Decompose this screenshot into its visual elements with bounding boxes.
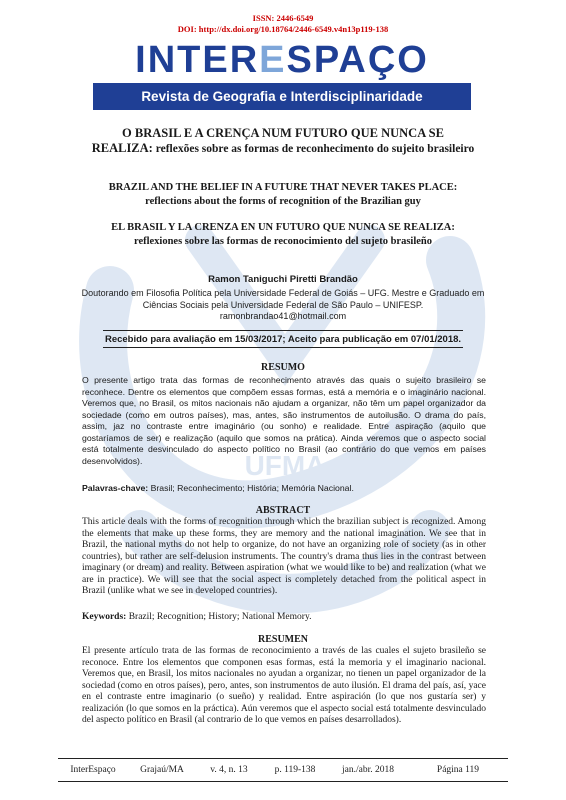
title-spanish [60,221,506,249]
title-english [60,181,506,209]
title-pt-sub: reflexões sobre as formas de reconhecimento do sujeito brasileiro [152,143,475,155]
resumo-text: O presente artigo trata das formas de reconhecimento através das quais o sujeito brasileiro se reconhece. Dentre os elementos que compõem essas formas, está a memória e o imaginário nacional. Veremos que, no Brasil, os mitos nacionais não ajudam a organizar, não têm um papel organizador da sociedade (como em outros países), mas, antes, são instrumentos de autoilusão. O drama do país, assim, jaz no contraste entre imaginário (ou sonho) e realidade. Entre aspiração (aquilo que gostaríamos de ser) e realização (aquilo que somos na prática). Ainda veremos que o aspecto social está totalmente desvinculado do aspecto político no Brasil (ao contrário do que vemos em países desenvolvidos). [82,375,486,466]
doi-link[interactable]: DOI: http://dx.doi.org/10.18764/2446-6549.v4n13p119-138 [177,24,389,34]
footer-city: Grajaú/MA [140,765,184,775]
title-en-sub: reflections about the forms of recognition of the Brazilian guy [145,196,421,207]
abstract-keywords [82,612,486,622]
logo-e: E [259,39,287,81]
divider-bottom [103,347,463,348]
logo-main: INTER [135,39,260,81]
page-footer [58,758,508,782]
watermark-text: UFMA [244,450,326,481]
title-pt-main2: REALIZA: [91,141,153,155]
footer-page-number: Página 119 [436,765,480,775]
footer-volume: v. 4, n. 13 [210,765,248,775]
resumo-heading: RESUMO [261,362,305,373]
title-portuguese [60,126,506,157]
author-name: Ramon Taniguchi Piretti Brandão [208,274,358,285]
resumo-kw-label: Palavras-chave: [82,483,149,493]
title-en-main: BRAZIL AND THE BELIEF IN A FUTURE THAT NEVER TAKES PLACE: [108,182,458,193]
journal-logo [93,38,471,82]
divider-top [103,330,463,331]
resumo-keywords [82,483,486,493]
title-es-sub: reflexiones sobre las formas de reconocimiento del sujeto brasileño [133,236,433,247]
abstract-heading: ABSTRACT [255,505,311,516]
received-dates: Recebido para avaliação em 15/03/2017; Aceito para publicação em 07/01/2018. [104,334,462,345]
resumen-heading: RESUMEN [257,634,308,645]
title-pt-main: O BRASIL E A CRENÇA NUM FUTURO QUE NUNCA SE [122,126,444,140]
resumen-text: El presente artículo trata de las formas de reconocimiento a través de las cuales el sujeto brasileño se reconoce. Entre los elementos que componen esas formas, está la memoria y el imaginario nacional. Veremos que, en Brasil, los mitos nacionales no ayudan a organizar, no tienen un papel organizador de la sociedad (como en otros países), pero, antes, son instrumentos de auto ilusión. El drama del país, así, yace en el contraste entre imaginario (o sueño) y realidad. Entre aspiración (lo que nos gustaría ser) y realización (lo que somos en la práctica). Aún veremos que el aspecto social está totalmente desvinculado del aspecto político en Brasil (al contrario de lo que vemos en países desarrollados). [82,646,486,725]
logo-rest: SPAÇO [286,39,429,81]
footer-pages: p. 119-138 [274,765,316,775]
abstract-kw-text: Brazil; Recognition; History; National Memory. [126,612,312,622]
abstract-kw-label: Keywords: [82,612,127,622]
resumo-kw-text: Brasil; Reconhecimento; História; Memória Nacional. [148,483,354,493]
author-affiliation: Doutorando em Filosofia Política pela Universidade Federal de Goiás – UFG. Mestre e Graduado em Ciências Sociais pela Universidade Federal de São Paulo – UNIFESP. [81,288,485,310]
author-email[interactable]: ramonbrandao41@hotmail.com [219,311,347,321]
abstract-text: This article deals with the forms of recognition through which the brazilian subject is recognized. Among the elements that make up these forms, they are memory and the national imagination. We see that in Brazil, the national myths do not help to organize, do not have an organizing role of society (as in other countries), but rather are self-delusion instruments. The country's drama thus lies in the contrast between imaginary (or dream) and reality. Between aspiration (what we would like to be) and realization (what we are in practice). We will see that the social aspect is completely detached from the political aspect in Brazil (unlike what we see in developed countries). [82,517,486,596]
footer-journal: InterEspaço [70,765,116,775]
journal-masthead [93,38,471,118]
issn-label: ISSN: 2446-6549 [252,13,314,23]
footer-date: jan./abr. 2018 [342,765,394,775]
title-es-main: EL BRASIL Y LA CRENZA EN UN FUTURO QUE NUNCA SE REALIZA: [111,222,455,233]
journal-subtitle-bar: Revista de Geografia e Interdisciplinaridade [93,83,471,110]
